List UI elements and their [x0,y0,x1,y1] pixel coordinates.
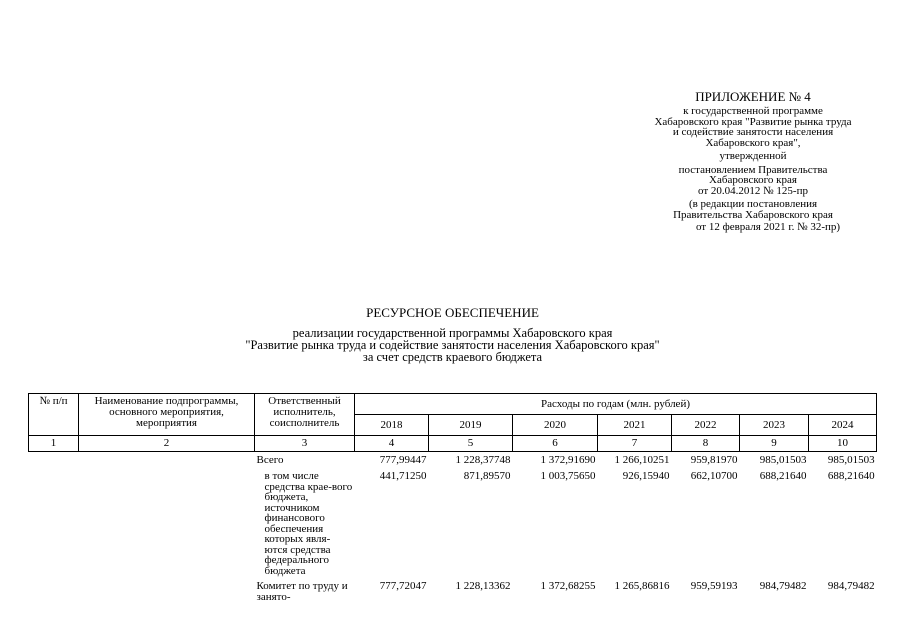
header-expenses: Расходы по годам (млн. рублей) [355,394,877,415]
appendix-line: Хабаровского края "Развитие рынка труда [654,115,852,128]
cell-value: 959,81970 [690,454,738,466]
column-number: 4 [355,436,429,452]
subtitle-line: реализации государственной программы Хабаровского края [292,326,613,340]
table-row [29,452,877,469]
appendix-line: и содействие занятости населения [672,126,834,138]
cell-value: 984,79482 [827,580,875,592]
appendix-line: к государственной программе [683,105,823,117]
cell-executor: Комитет по труду и занято- [256,580,348,603]
appendix-line: постановлением Правительства [678,163,828,176]
cell-num [29,452,79,469]
cell-num [29,578,79,605]
cell-value: 926,15940 [622,470,670,482]
appendix-line: от 20.04.2012 № 125-пр [698,184,808,197]
cell-value: 1 228,37748 [455,454,511,466]
header-year: 2020 [513,415,598,436]
column-number: 6 [513,436,598,452]
appendix-line: утвержденной [719,150,787,162]
header-name: Наименование подпрограммы, основного мероприятия, мероприятия [79,394,255,436]
cell-value: 985,01503 [759,454,807,466]
column-number: 2 [79,436,255,452]
table-row [29,578,877,605]
column-number: 8 [672,436,740,452]
header-year: 2023 [740,415,809,436]
cell-executor: в том числе средства крае-вого бюджета, источником финансового обеспечения которых явля-ются средства федерального бюджета [264,470,353,577]
appendix-line: от 12 февраля 2021 г. № 32-пр) [695,221,841,233]
document-title: РЕСУРСНОЕ ОБЕСПЕЧЕНИЕ [366,305,539,320]
appendix-line: (в редакции постановления [688,198,818,210]
column-number: 1 [29,436,79,452]
cell-value: 984,79482 [759,580,807,592]
resource-table [28,393,877,605]
header-year: 2021 [598,415,672,436]
cell-value: 441,71250 [379,470,427,482]
appendix-line: Правительства Хабаровского края [673,208,833,221]
cell-value: 959,59193 [690,580,738,592]
appendix-heading: ПРИЛОЖЕНИЕ № 4 [695,89,811,104]
cell-name [79,578,255,605]
cell-value: 662,10700 [690,470,738,482]
cell-value: 1 228,13362 [455,580,511,592]
header-year: 2022 [672,415,740,436]
cell-value: 688,21640 [759,470,807,482]
cell-value: 1 266,10251 [614,454,670,466]
subtitle-line: "Развитие рынка труда и содействие занятости населения Хабаровского края" [245,338,660,352]
header-num: № п/п [29,394,79,436]
header-year: 2018 [355,415,429,436]
cell-executor: Всего [256,454,284,466]
column-number: 10 [809,436,877,452]
header-executor: Ответственный исполнитель, соисполнитель [255,394,355,436]
cell-value: 871,89570 [463,470,511,482]
appendix-line: Хабаровского края", [705,136,801,149]
cell-name [79,452,255,469]
cell-value: 777,72047 [379,580,427,592]
column-number: 5 [429,436,513,452]
cell-value: 688,21640 [827,470,875,482]
appendix-block [618,90,888,233]
header-year: 2019 [429,415,513,436]
cell-value: 985,01503 [827,454,875,466]
cell-num [29,468,79,578]
column-number: 7 [598,436,672,452]
cell-value: 1 265,86816 [614,580,670,592]
cell-name [79,468,255,578]
table-row [29,468,877,578]
subtitle-line: за счет средств краевого бюджета [362,350,543,364]
column-number: 9 [740,436,809,452]
cell-value: 1 003,75650 [540,470,596,482]
cell-value: 777,99447 [379,454,427,466]
header-year: 2024 [809,415,877,436]
column-number: 3 [255,436,355,452]
cell-value: 1 372,68255 [540,580,596,592]
cell-value: 1 372,91690 [540,454,596,466]
appendix-line: Хабаровского края [709,174,797,186]
document-subtitle [0,327,905,363]
